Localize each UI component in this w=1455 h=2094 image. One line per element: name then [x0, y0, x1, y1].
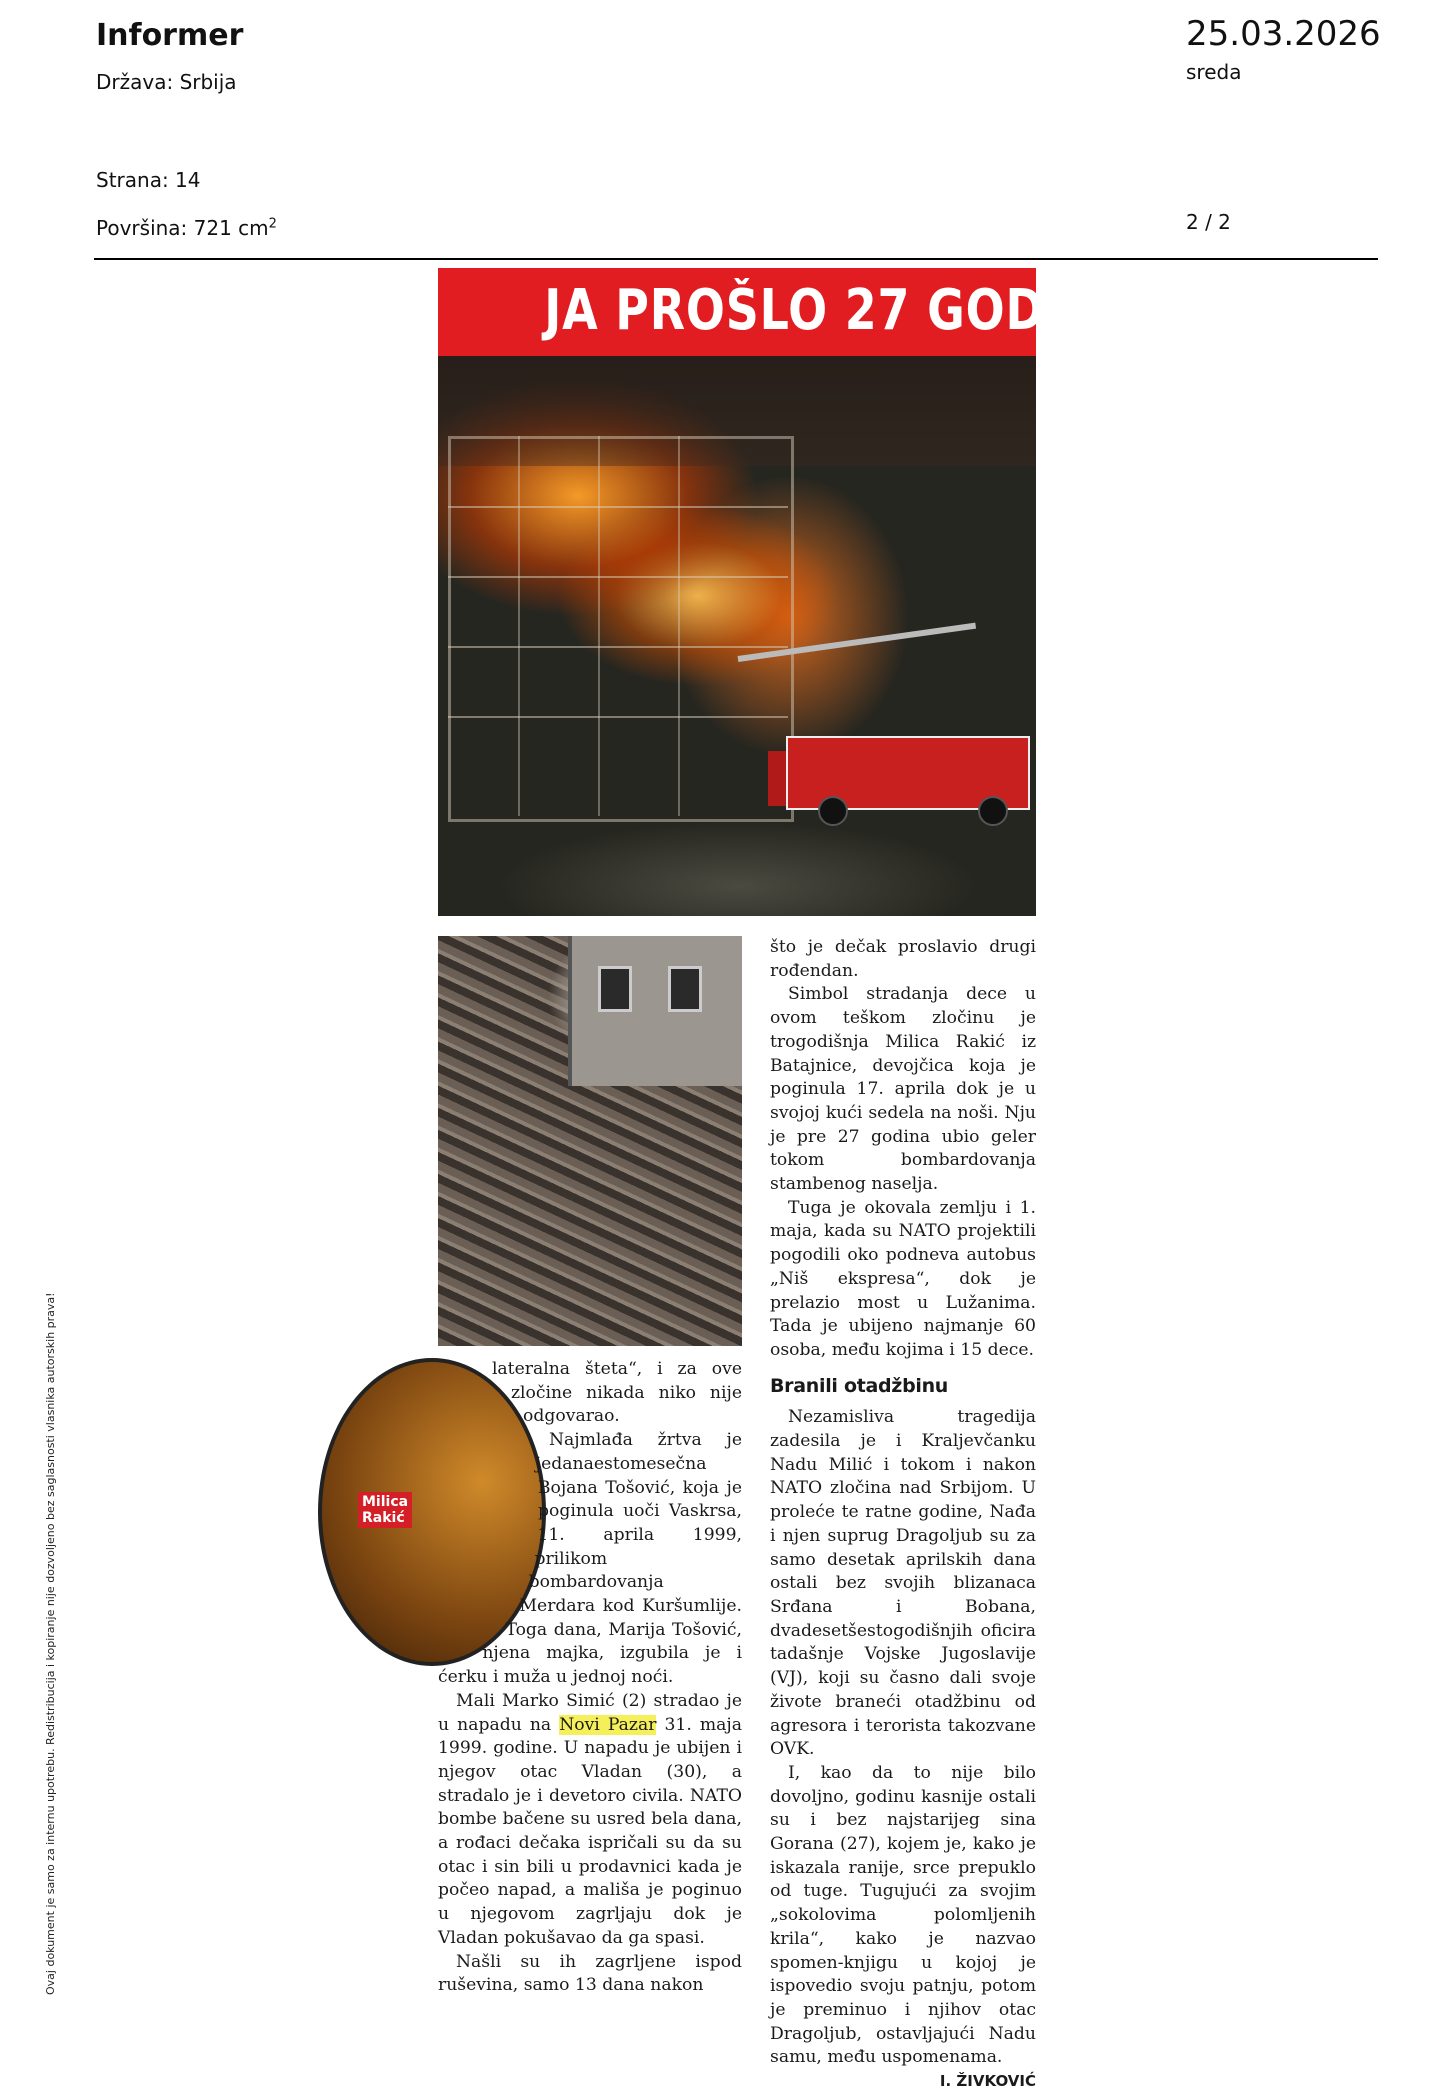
publication-name: Informer	[96, 18, 244, 53]
left-column-text	[438, 1358, 742, 1998]
copyright-side-note: Ovaj dokument je samo za internu upotrebu. Redistribucija i kopiranje nije dozvoljeno bez saglasnosti vlasnika autorskih prava!	[44, 1292, 57, 1995]
page-count-label: 2 / 2	[1186, 210, 1231, 234]
paragraph: Simbol stradanja dece u ovom teškom zločinu je trogodišnja Milica Rakić iz Batajnice, devojčica koja je poginula 17. aprila dok je u svojoj kući sedela na noši. Nju je pre 27 godina ubio geler tokom bombardovanja stambenog naselja.	[770, 984, 1036, 1195]
portrait-caption-line-2: Rakić	[362, 1510, 405, 1526]
photo-window	[668, 966, 702, 1012]
area-label	[96, 216, 277, 240]
paragraph: Našli su ih zagrljene ispod ruševina, samo 13 dana nakon	[438, 1951, 742, 1996]
date-label: 25.03.2026	[1186, 14, 1381, 54]
paragraph: Najmlađa žrtva je jedanaestomesečna Bojana Tošović, koja je poginula uoči Vaskrsa, 11. aprila 1999, prilikom bombardovanja Merdara kod Kuršumlije. Toga dana, Marija Tošović, njena majka, izgubila je i ćerku i muža u jednoj noći.	[438, 1430, 742, 1688]
paragraph	[438, 1690, 742, 1951]
photo-window	[598, 966, 632, 1012]
photo-building-floor	[448, 646, 788, 648]
paragraph: Nezamisliva tragedija zadesila je i Kraljevčanku Nadu Milić i tokom i nakon NATO zločina nad Srbijom. U proleće te ratne godine, Nađa i njen suprug Dragoljub su za samo desetak aprilskih dana ostali bez svojih blizanaca Srđana i Bobana, dvadesetšestogodišnjih oficira tadašnje Vojske Jugoslavije (VJ), koji su časno dali svoje živote braneći otadžbinu od agresora i terorista takozvane OVK.	[770, 1407, 1036, 1760]
photo-truck-wheel	[818, 796, 848, 826]
highlighted-term: Novi Pazar	[559, 1714, 657, 1735]
article-clipping	[362, 268, 1138, 2091]
photo-building-column	[518, 436, 520, 816]
page-number-label: Strana: 14	[96, 168, 201, 192]
paragraph-text: 31. maja 1999. godine. U napadu je ubijen i njegov otac Vladan (30), a stradalo je i devetoro civila. NATO bombe bačene su usred bela dana, a rođaci dečaka ispričali su da su otac i sin bili u prodavnici kada je počeo napad, a mališa je poginuo u njegovom zagrljaju dok je Vladan pokušavao da ga spasi.	[438, 1714, 742, 1948]
headline: JA PROŠLO 27 GODINA	[544, 278, 1138, 343]
photo-building-column	[598, 436, 600, 816]
portrait-caption-line-1: Milica	[362, 1494, 409, 1510]
paragraph: što je dečak proslavio drugi rođendan.	[770, 937, 1036, 981]
photo-building-floor	[448, 716, 788, 718]
photo-truck-wheel	[978, 796, 1008, 826]
weekday-label: sreda	[1186, 60, 1242, 84]
header-divider	[94, 258, 1378, 260]
photo-ruined-wall	[568, 936, 742, 1086]
headline-banner	[438, 268, 1138, 356]
paragraph: lateralna šteta“, i za ove zločine nikada niko nije odgovarao.	[491, 1359, 742, 1427]
portrait-caption	[358, 1492, 412, 1528]
photo-building	[448, 436, 794, 822]
area-text: Površina: 721 cm	[96, 216, 269, 240]
byline: I. ŽIVKOVIĆ	[939, 2072, 1036, 2091]
paragraph: I, kao da to nije bilo dovoljno, godinu kasnije ostali su i bez najstarijeg sina Gorana (27), kojem je, kako je iskazala ranije, srce prepuklo od tuge. Tugujući za svojim „sokolovima polomljenih krila“, kako je nazvao spomen-knjigu u kojoj je ispovedio svoju patnju, potom je preminuo i njihov otac Dragoljub, ostavljajući Nadu samu, među uspomenama.	[770, 1762, 1036, 2068]
left-column	[362, 1358, 742, 1998]
country-label: Država: Srbija	[96, 70, 237, 94]
photo-building-floor	[448, 506, 788, 508]
subheading: Branili otadžbinu	[770, 1374, 949, 1397]
main-photo-burning-building	[438, 356, 1036, 916]
photo-building-floor	[448, 576, 788, 578]
right-column	[770, 936, 1036, 2094]
paragraph-text: Mali Marko Simić (2) stradao je u napadu na	[438, 1690, 742, 1735]
photo-building-column	[678, 436, 680, 816]
area-superscript: 2	[268, 216, 277, 232]
paragraph: Tuga je okovala zemlju i 1. maja, kada su NATO projektili pogodili oko podneva autobus „Niš ekspresa“, dok je prelazio most u Lužanima. Tada je ubijeno najmanje 60 osoba, među kojima i 15 dece.	[770, 1197, 1036, 1360]
rubble-photo	[438, 936, 742, 1346]
